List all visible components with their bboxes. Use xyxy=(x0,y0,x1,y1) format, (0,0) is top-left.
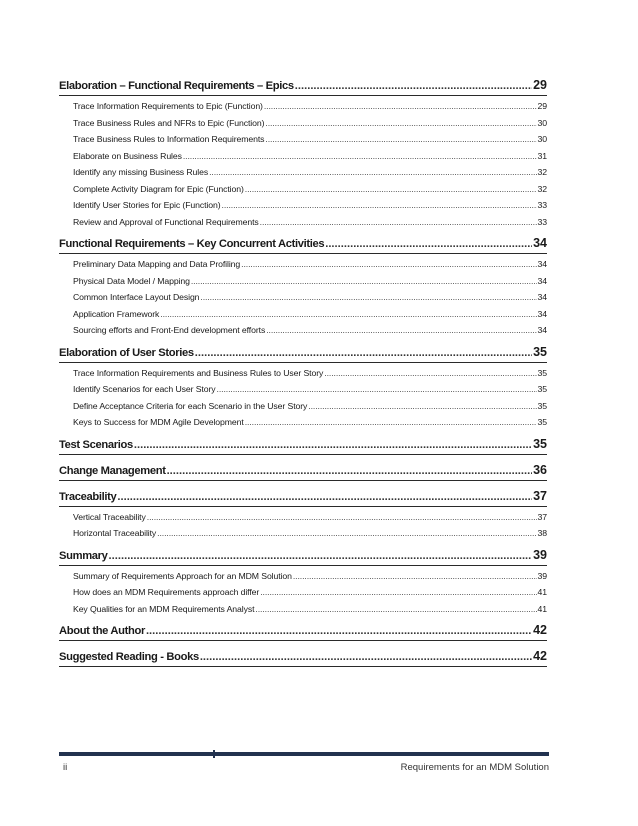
toc-dot-leader xyxy=(245,181,537,198)
toc-heading-entry[interactable] xyxy=(59,234,547,254)
toc-page-number: 33 xyxy=(537,216,547,227)
toc-subentry[interactable] xyxy=(59,584,547,601)
toc-subentry[interactable] xyxy=(59,273,547,290)
toc-page-number: 39 xyxy=(537,570,547,581)
toc-dot-leader xyxy=(160,306,536,323)
toc-dot-leader xyxy=(146,622,532,641)
toc-subentry[interactable] xyxy=(59,98,547,115)
toc-dot-leader xyxy=(245,414,537,431)
toc-heading-entry[interactable] xyxy=(59,546,547,566)
toc-entry-title: Test Scenarios xyxy=(59,438,133,451)
toc-page-number: 29 xyxy=(537,101,547,111)
toc-dot-leader xyxy=(200,648,532,667)
toc-dot-leader xyxy=(255,601,536,618)
toc-entry-title: Sourcing efforts and Front-End development efforts xyxy=(73,325,266,335)
toc-page-number: 33 xyxy=(537,200,547,210)
toc-page-number: 41 xyxy=(537,603,547,614)
toc-page-number: 32 xyxy=(537,167,547,177)
toc-subentry[interactable] xyxy=(59,414,547,431)
toc-subentry[interactable] xyxy=(59,398,547,415)
toc-heading-entry[interactable] xyxy=(59,343,547,363)
toc-heading-entry[interactable] xyxy=(59,461,547,481)
toc-entry-title: Trace Business Rules to Information Requirements xyxy=(73,134,265,144)
toc-subentry[interactable] xyxy=(59,197,547,214)
toc-page-number: 34 xyxy=(537,275,547,286)
toc-dot-leader xyxy=(260,584,536,601)
toc-subentry[interactable] xyxy=(59,322,547,339)
toc-entry-title: Identify any missing Business Rules xyxy=(73,167,209,177)
toc-subentry[interactable] xyxy=(59,256,547,273)
toc-page-number: 30 xyxy=(537,117,547,128)
toc-entry-title: Change Management xyxy=(59,464,166,477)
toc-entry-title: Trace Information Requirements to Epic (Function) xyxy=(73,101,263,111)
toc-subentry[interactable] xyxy=(59,148,547,165)
toc-page-number: 34 xyxy=(537,259,547,269)
toc-entry-title: Elaborate on Business Rules xyxy=(73,150,182,161)
toc-entry-title: Identify Scenarios for each User Story xyxy=(73,384,216,394)
toc-entry-title: Summary of Requirements Approach for an MDM Solution xyxy=(73,570,292,581)
toc-entry-title: Horizontal Traceability xyxy=(73,528,157,538)
toc-dot-leader xyxy=(293,568,537,585)
toc-subentry[interactable] xyxy=(59,289,547,306)
toc-page-number: 35 xyxy=(537,400,547,411)
toc-subentry[interactable] xyxy=(59,525,547,542)
toc-entry-title: About the Author xyxy=(59,625,145,637)
toc-dot-leader xyxy=(260,214,537,231)
toc-page-number: 37 xyxy=(537,511,547,522)
toc-entry-title: How does an MDM Requirements approach differ xyxy=(73,587,260,597)
toc-entry-title: Elaboration of User Stories xyxy=(59,346,194,359)
toc-page-number: 39 xyxy=(533,547,547,562)
toc-dot-leader xyxy=(324,365,536,382)
toc-entry-title: Define Acceptance Criteria for each Scenario in the User Story xyxy=(73,400,308,411)
toc-dot-leader xyxy=(195,344,532,363)
toc-dot-leader xyxy=(109,547,533,566)
toc-entry-title: Keys to Success for MDM Agile Development xyxy=(73,417,244,427)
toc-entry-title: Summary xyxy=(59,549,108,562)
toc-page-number: 35 xyxy=(533,436,547,451)
toc-entry-title: Common Interface Layout Design xyxy=(73,292,200,302)
toc-subentry[interactable] xyxy=(59,214,547,231)
toc-page-number: 34 xyxy=(537,325,547,335)
toc-dot-leader xyxy=(147,509,537,526)
toc-subentry[interactable] xyxy=(59,164,547,181)
toc-page-number: 37 xyxy=(533,488,547,503)
toc-page-number: 42 xyxy=(533,649,547,663)
toc-subentry[interactable] xyxy=(59,601,547,618)
toc-dot-leader xyxy=(200,289,536,306)
toc-page-number: 35 xyxy=(537,417,547,427)
toc-entry-title: Suggested Reading - Books xyxy=(59,651,199,663)
toc-subentry[interactable] xyxy=(59,509,547,526)
toc-entry-title: Key Qualities for an MDM Requirements Analyst xyxy=(73,603,255,614)
toc-heading-entry[interactable] xyxy=(59,76,547,96)
toc-page-number: 35 xyxy=(537,384,547,394)
toc-dot-leader xyxy=(266,322,536,339)
toc-subentry[interactable] xyxy=(59,181,547,198)
toc-dot-leader xyxy=(157,525,536,542)
toc-page-number: 31 xyxy=(537,150,547,161)
toc-dot-leader xyxy=(265,131,536,148)
toc-subentry[interactable] xyxy=(59,365,547,382)
toc-dot-leader xyxy=(325,235,532,254)
toc-subentry[interactable] xyxy=(59,381,547,398)
toc-dot-leader xyxy=(217,381,537,398)
toc-page-number: 34 xyxy=(533,236,547,250)
toc-subentry[interactable] xyxy=(59,568,547,585)
toc-entry-title: Application Framework xyxy=(73,308,160,319)
toc-dot-leader xyxy=(241,256,536,273)
toc-entry-title: Trace Information Requirements and Business Rules to User Story xyxy=(73,367,324,378)
toc-dot-leader xyxy=(222,197,537,214)
toc-dot-leader xyxy=(191,273,537,290)
toc-page-number: 29 xyxy=(533,78,547,92)
toc-subentry[interactable] xyxy=(59,306,547,323)
toc-dot-leader xyxy=(265,115,536,132)
footer-rule xyxy=(59,752,549,756)
toc-heading-entry[interactable] xyxy=(59,647,547,667)
toc-dot-leader xyxy=(209,164,536,181)
toc-heading-entry[interactable] xyxy=(59,435,547,455)
toc-dot-leader xyxy=(167,462,533,481)
toc-page-number: 32 xyxy=(537,183,547,194)
toc-heading-entry[interactable] xyxy=(59,487,547,507)
toc-subentry[interactable] xyxy=(59,131,547,148)
footer-running-title: Requirements for an MDM Solution xyxy=(400,762,549,773)
toc-dot-leader xyxy=(264,98,537,115)
toc-entry-title: Functional Requirements – Key Concurrent Activities xyxy=(59,238,325,250)
toc-dot-leader xyxy=(295,77,532,96)
toc-page-number: 38 xyxy=(537,528,547,538)
toc-page-number: 34 xyxy=(537,292,547,302)
toc-entry-title: Preliminary Data Mapping and Data Profiling xyxy=(73,259,241,269)
toc-subentry[interactable] xyxy=(59,115,547,132)
toc-entry-title: Complete Activity Diagram for Epic (Function) xyxy=(73,183,244,194)
toc-page-number: 36 xyxy=(533,462,547,477)
toc-page-number: 34 xyxy=(537,308,547,319)
toc-entry-title: Vertical Traceability xyxy=(73,511,146,522)
toc-page-number: 35 xyxy=(533,344,547,359)
footer-rule-divider xyxy=(213,750,215,758)
toc-page-number: 42 xyxy=(533,623,547,637)
toc-entry-title: Elaboration – Functional Requirements – Epics xyxy=(59,80,294,92)
toc-heading-entry[interactable] xyxy=(59,621,547,641)
toc-dot-leader xyxy=(134,436,532,455)
toc-page-number: 30 xyxy=(537,134,547,144)
toc-entry-title: Traceability xyxy=(59,490,117,503)
toc-entry-title: Trace Business Rules and NFRs to Epic (Function) xyxy=(73,117,265,128)
toc-dot-leader xyxy=(308,398,536,415)
footer-page-number: ii xyxy=(63,762,68,773)
toc-dot-leader xyxy=(183,148,537,165)
table-of-contents xyxy=(59,76,547,669)
toc-page-number: 35 xyxy=(537,367,547,378)
toc-page-number: 41 xyxy=(537,587,547,597)
toc-dot-leader xyxy=(117,488,532,507)
toc-entry-title: Identify User Stories for Epic (Function) xyxy=(73,200,221,210)
toc-entry-title: Physical Data Model / Mapping xyxy=(73,275,190,286)
toc-entry-title: Review and Approval of Functional Requirements xyxy=(73,216,259,227)
